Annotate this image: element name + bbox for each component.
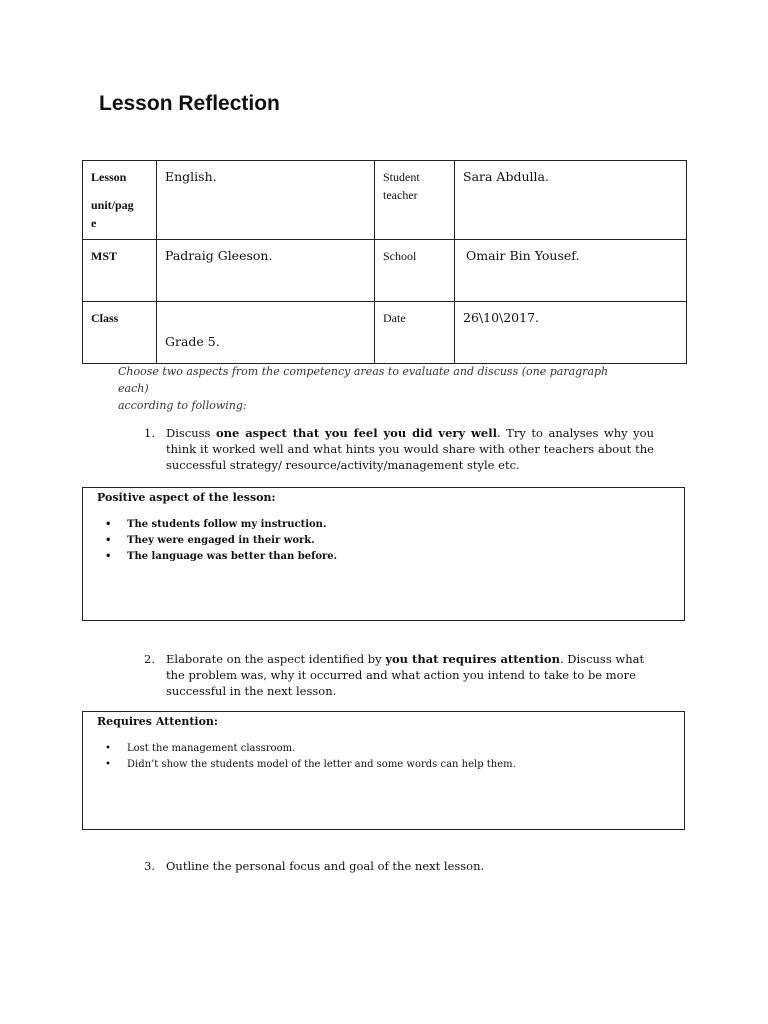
school-label: School xyxy=(383,249,417,263)
mst-value: Padraig Gleeson. xyxy=(165,248,273,263)
requires-attention-list xyxy=(105,741,516,773)
question-text-rest: . Try to analyses why you think it worked well and what hints you would share with other teachers about the successful strategy/ resource/activity/management style etc. xyxy=(166,426,655,472)
requires-attention-heading: Requires Attention: xyxy=(97,715,218,728)
list-item xyxy=(105,741,516,757)
class-value-cell xyxy=(157,302,375,364)
unit-page-label: unit/pag xyxy=(91,198,134,212)
class-label: Class xyxy=(91,311,119,325)
question-number: 2. xyxy=(144,652,155,666)
bullet-icon: • xyxy=(105,743,111,754)
question-3 xyxy=(144,858,654,874)
bullet-icon: • xyxy=(105,519,112,530)
question-2 xyxy=(144,651,654,699)
student-label: Student xyxy=(383,170,420,184)
instructions-line-1: Choose two aspects from the competency areas to evaluate and discuss (one paragraph each) xyxy=(118,365,609,395)
list-item xyxy=(105,533,337,549)
question-text: Outline the personal focus and goal of the next lesson. xyxy=(166,859,485,873)
table-row xyxy=(83,302,687,364)
question-1 xyxy=(144,425,654,473)
list-item-text: The students follow my instruction. xyxy=(127,519,327,530)
table-row xyxy=(83,240,687,302)
date-value-cell xyxy=(455,302,687,364)
list-item-text: They were engaged in their work. xyxy=(127,535,315,546)
lesson-value-cell xyxy=(157,161,375,240)
question-text xyxy=(166,651,654,699)
bullet-icon: • xyxy=(105,551,112,562)
school-label-cell xyxy=(375,240,455,302)
positive-aspect-heading: Positive aspect of the lesson: xyxy=(97,491,276,504)
instructions-line-2: according to following: xyxy=(118,399,247,412)
question-emphasis: one aspect that you feel you did very well xyxy=(216,426,497,440)
instructions xyxy=(118,363,638,414)
lesson-info-table xyxy=(82,160,687,364)
student-teacher-value-cell xyxy=(455,161,687,240)
student-teacher-value: Sara Abdulla. xyxy=(463,169,549,184)
question-number: 3. xyxy=(144,859,155,873)
bullet-icon: • xyxy=(105,759,111,770)
list-item xyxy=(105,517,337,533)
mst-value-cell xyxy=(157,240,375,302)
mst-label-cell xyxy=(83,240,157,302)
list-item-text: Didn’t show the students model of the letter and some words can help them. xyxy=(127,759,516,770)
class-value: Grade 5. xyxy=(165,334,220,349)
question-text-lead: Elaborate on the aspect identified by xyxy=(166,652,386,666)
page-title: Lesson Reflection xyxy=(99,92,280,115)
question-emphasis: you that requires attention xyxy=(385,652,560,666)
teacher-label: teacher xyxy=(383,188,418,202)
lesson-unit-label-cell xyxy=(83,161,157,240)
mst-label: MST xyxy=(91,249,118,263)
date-value: 26\10\2017. xyxy=(463,310,540,325)
positive-aspect-box xyxy=(82,487,685,621)
class-label-cell xyxy=(83,302,157,364)
list-item xyxy=(105,757,516,773)
lesson-value: English. xyxy=(165,169,217,184)
question-number: 1. xyxy=(144,426,155,440)
school-value-cell xyxy=(455,240,687,302)
positive-aspect-list xyxy=(105,517,337,565)
unit-page-label-cont: e xyxy=(91,216,97,230)
list-item-text: Lost the management classroom. xyxy=(127,743,296,754)
lesson-label: Lesson xyxy=(91,170,127,184)
requires-attention-box xyxy=(82,711,685,830)
list-item-text: The language was better than before. xyxy=(127,551,338,562)
question-text xyxy=(166,425,654,473)
question-text-rest: . Discuss what the problem was, why it occurred and what action you intend to take to be more successful in the next lesson. xyxy=(166,652,645,698)
question-text-lead: Discuss xyxy=(166,426,216,440)
list-item xyxy=(105,549,337,565)
school-value: Omair Bin Yousef. xyxy=(466,248,580,263)
bullet-icon: • xyxy=(105,535,112,546)
student-teacher-label-cell xyxy=(375,161,455,240)
date-label: Date xyxy=(383,311,406,325)
date-label-cell xyxy=(375,302,455,364)
table-row xyxy=(83,161,687,240)
